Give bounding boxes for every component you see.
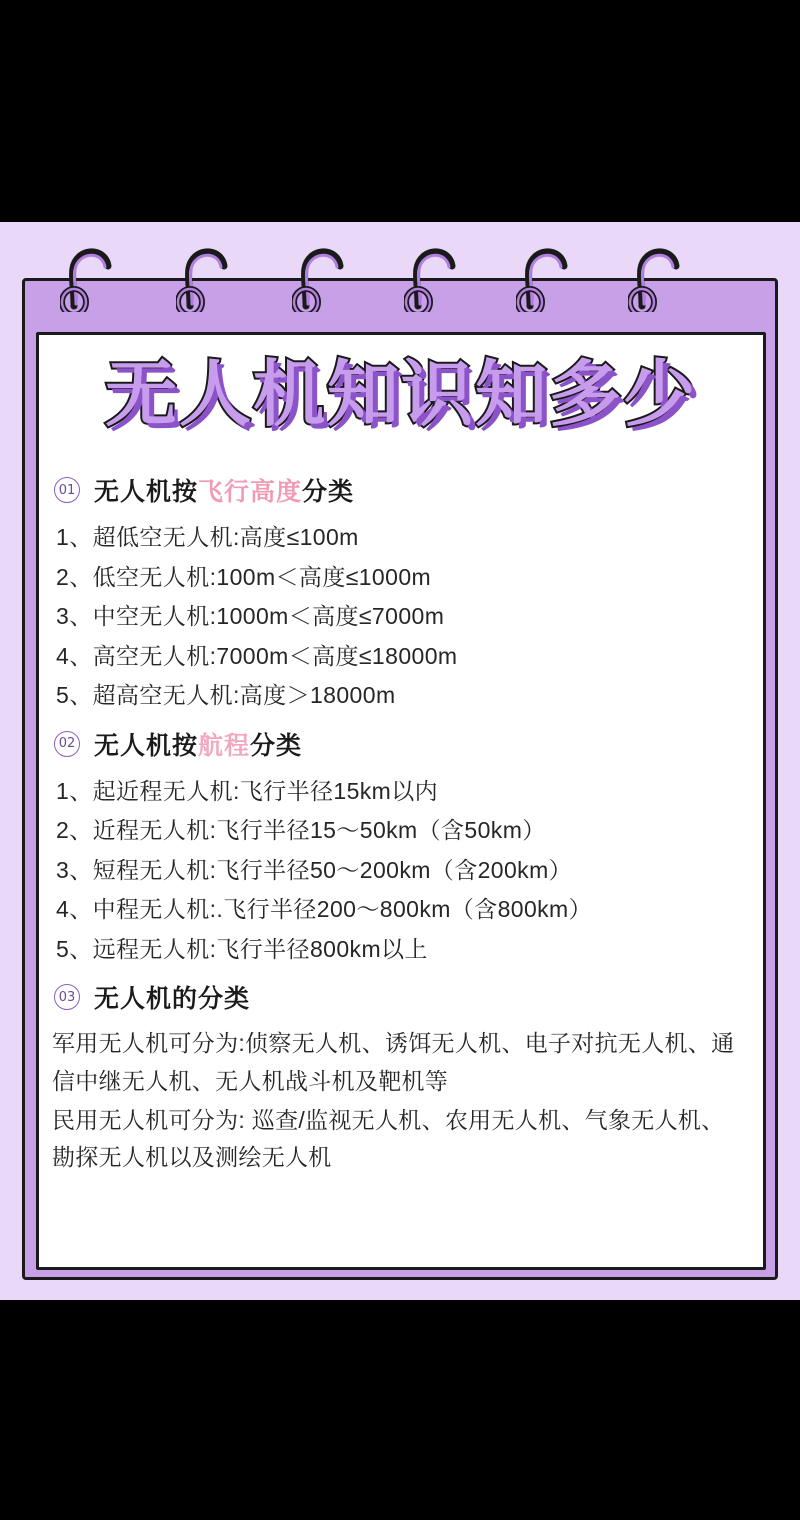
- poster-content: [50, 462, 754, 1178]
- section-03: [50, 979, 754, 1176]
- section-title-suffix: 分类: [302, 478, 355, 506]
- list-item: 5、远程无人机:飞行半径800km以上: [56, 935, 428, 962]
- section-title-prefix: 无人机按: [94, 478, 199, 506]
- paragraph-military: 军用无人机可分为:侦察无人机、诱饵无人机、电子对抗无人机、通信中继无人机、无人机战斗机及靶机等: [52, 1030, 735, 1094]
- section-number-badge: 01: [54, 477, 80, 503]
- list-item: 5、超高空无人机:高度＞18000m: [56, 682, 396, 709]
- section-title-prefix: 无人机按: [94, 731, 199, 760]
- section-title-highlight: 航程: [198, 731, 251, 760]
- list-item: 1、超低空无人机:高度≤100m: [56, 524, 359, 550]
- list-item: 3、中空无人机:1000m＜高度≤7000m: [56, 603, 445, 630]
- section-title: 无人机的分类: [94, 985, 251, 1014]
- section-03-heading: [54, 979, 754, 1015]
- section-title: [94, 472, 354, 508]
- section-01: [50, 472, 754, 716]
- list-item: 2、近程无人机:飞行半径15～50km（含50km）: [56, 817, 546, 844]
- paragraph-civil: 民用无人机可分为: 巡查/监视无人机、农用无人机、气象无人机、 勘探无人机以及测绘无人机: [52, 1106, 725, 1171]
- list-item: 4、高空无人机:7000m＜高度≤18000m: [56, 642, 458, 669]
- page-title: [36, 348, 766, 440]
- list-item: 4、中程无人机:.飞行半径200～800km（含800km）: [56, 896, 593, 923]
- section-title: [94, 726, 302, 762]
- list-item: 2、低空无人机:100m＜高度≤1000m: [56, 563, 432, 590]
- section-title-highlight: 飞行高度: [198, 478, 303, 506]
- list-item: 3、短程无人机:飞行半径50～200km（含200km）: [56, 856, 573, 883]
- section-number-badge: 02: [54, 731, 80, 757]
- section-title-suffix: 分类: [250, 731, 303, 760]
- section-number-badge: 03: [54, 984, 80, 1010]
- section-01-heading: [54, 472, 754, 508]
- section-02: [50, 726, 754, 970]
- poster-title-text: 无人机知识知多少: [104, 352, 697, 436]
- list-item: 1、起近程无人机:飞行半径15km以内: [56, 777, 439, 804]
- section-02-heading: [54, 726, 754, 762]
